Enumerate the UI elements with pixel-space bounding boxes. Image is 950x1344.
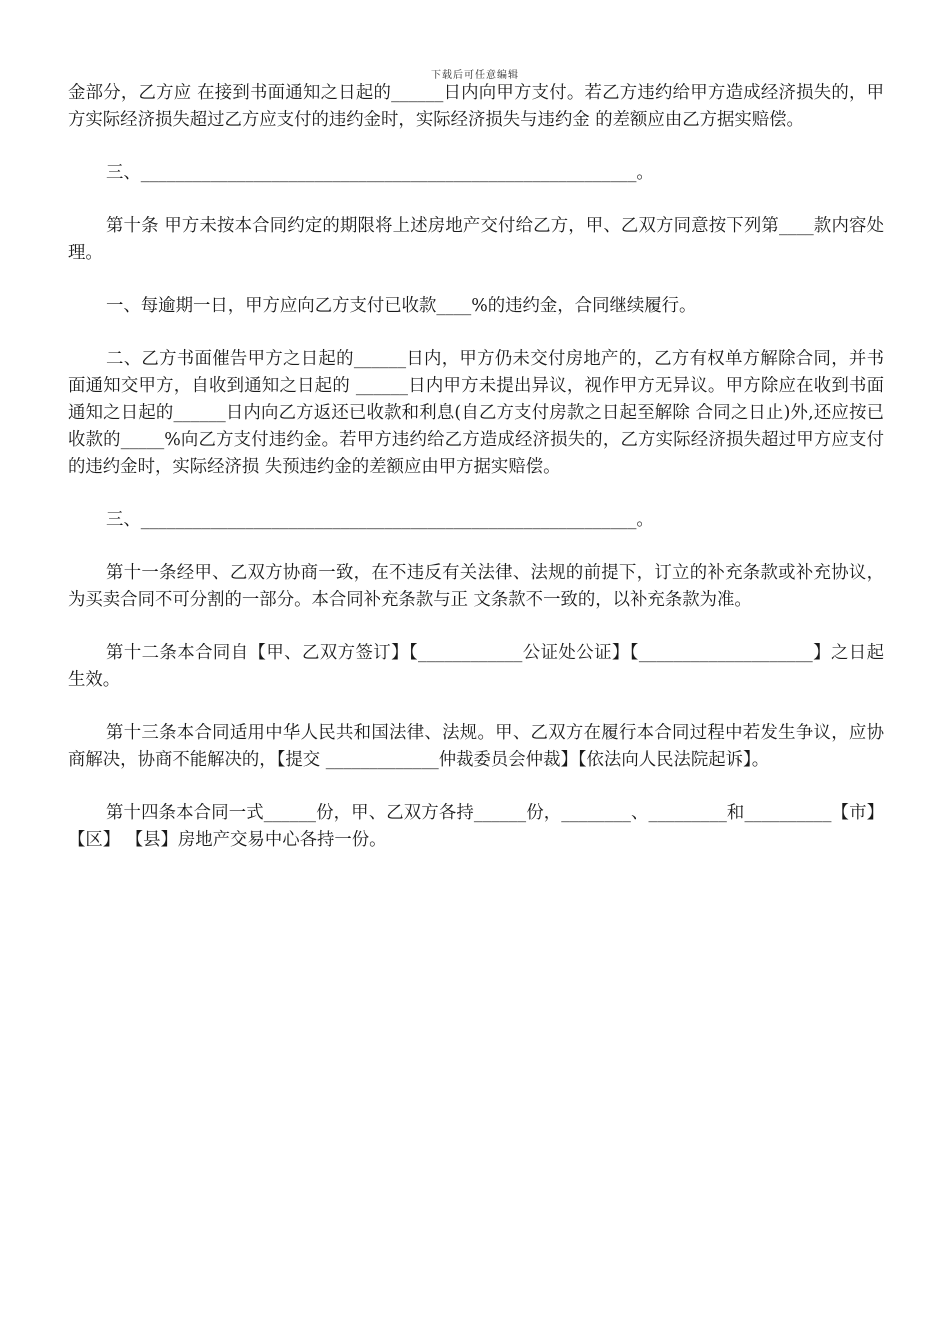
contract-body: [68, 80, 884, 880]
paragraph-article-10-item-3: 三、_________________________________________________________。: [106, 510, 654, 530]
paragraph-article-13: 第十三条本合同适用中华人民共和国法律、法规。甲、乙双方在履行本合同过程中若发生争议，应协商解决，协商不能解决的，【提交 _____________仲裁委员会仲裁】【依法向人民法院起诉】。: [68, 723, 884, 770]
paragraph-article-11: 第十一条经甲、乙双方协商一致，在不违反有关法律、法规的前提下，订立的补充条款或补充协议，为买卖合同不可分割的一部分。本合同补充条款与正 文条款不一致的，以补充条款为准。: [68, 563, 884, 610]
paragraph-article-14: 第十四条本合同一式______份，甲、乙双方各持______份，________、_________和__________【市】【区】 【县】房地产交易中心各持一份。: [68, 803, 884, 850]
page-header-note: 下载后可任意编辑: [431, 70, 519, 81]
paragraph-article-10: 第十条 甲方未按本合同约定的期限将上述房地产交付给乙方，甲、乙双方同意按下列第____款内容处理。: [68, 216, 884, 263]
paragraph-article-10-item-1: 一、每逾期一日，甲方应向乙方支付已收款____%的违约金，合同继续履行。: [106, 296, 697, 316]
paragraph-item-three-blank: 三、_________________________________________________________。: [106, 163, 654, 183]
paragraph-article-10-item-2: 二、乙方书面催告甲方之日起的______日内，甲方仍未交付房地产的，乙方有权单方解除合同，并书面通知交甲方，自收到通知之日起的 ______日内甲方未提出异议，视作甲方无异议。甲方除应在收到书面通知之日起的______日内向乙方返还已收款和利息(自乙方支付房款之日起至解除 合同之日止)外,还应按已收款的_____%向乙方支付违约金。若甲方违约给乙方造成经济损失的，乙方实际经济损失超过甲方应支付的违约金时，实际经济损 失预违约金的差额应由甲方据实赔偿。: [68, 349, 884, 477]
paragraph-article-12: 第十二条本合同自【甲、乙双方签订】【____________公证处公证】【____________________】之日起生效。: [68, 643, 884, 690]
paragraph-continuation: 金部分，乙方应 在接到书面通知之日起的______日内向甲方支付。若乙方违约给甲方造成经济损失的，甲方实际经济损失超过乙方应支付的违约金时，实际经济损失与违约金 的差额应由乙方据实赔偿。: [68, 83, 884, 130]
